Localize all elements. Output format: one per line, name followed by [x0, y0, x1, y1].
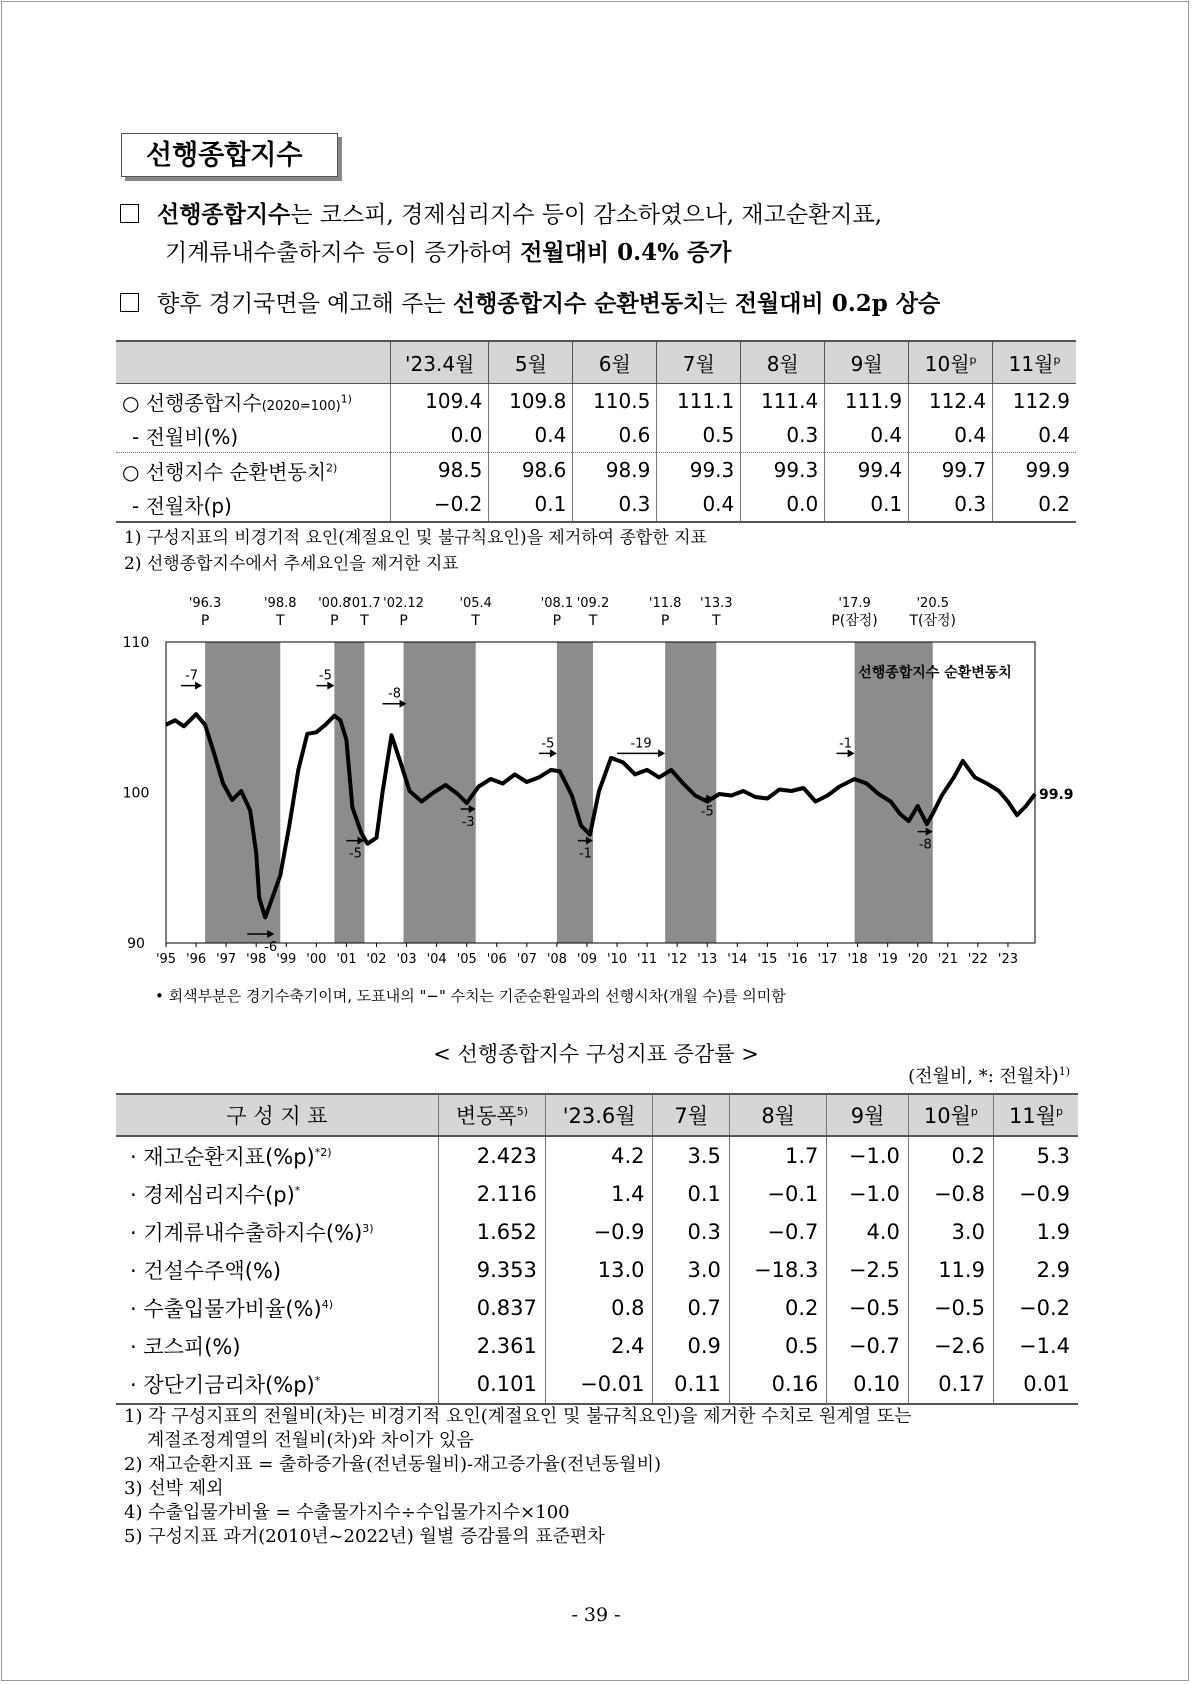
cyclical-component-chart — [110, 595, 1074, 975]
footnote: 1) 구성지표의 비경기적 요인(계절요인 및 불규칙요인)을 제거하여 종합한 지표 — [124, 528, 708, 548]
row-label: ○ 선행지수 순환변동치$^{2)}$ — [122, 459, 338, 484]
recession-band — [855, 642, 933, 943]
chart-note: • 회색부분은 경기수축기이며, 도표내의 "−" 수치는 기준순환일과의 선행시차(개월 수)를 의미함 — [155, 987, 786, 1005]
value-cell: 2.116 — [439, 1175, 546, 1213]
turning-point-type: P — [552, 613, 562, 629]
footnote: 1) 각 구성지표의 전월비(차)는 비경기적 요인(계절요인 및 불규칙요인)을 제거한 수치로 원계열 또는 — [124, 1406, 912, 1427]
x-tick-label: '23 — [997, 952, 1019, 967]
table2-title: < 선행종합지수 구성지표 증감률 > — [433, 1042, 759, 1066]
value-cell: 11.9 — [908, 1251, 993, 1289]
x-tick-label: '11 — [637, 952, 658, 967]
table-row — [116, 453, 1076, 488]
x-tick-label: '02 — [366, 952, 387, 967]
value-cell: 0.3 — [909, 487, 993, 522]
x-tick-label: '06 — [486, 952, 507, 967]
lead-arrow-head — [658, 749, 665, 757]
turning-point-type: T — [711, 613, 721, 629]
value-cell: 99.7 — [909, 453, 993, 488]
header-cell: '23.4월 — [391, 341, 489, 384]
value-cell: 112.9 — [993, 384, 1076, 419]
value-cell: 3.0 — [908, 1213, 993, 1251]
table-row — [116, 1175, 1078, 1213]
x-tick-label: '17 — [817, 952, 838, 967]
bullet-2: 향후 경기국면을 예고해 주는 선행종합지수 순환변동치는 전월대비 0.2p 상승 — [120, 285, 940, 323]
value-cell: 98.5 — [391, 453, 489, 488]
lead-label: -5 — [348, 846, 362, 862]
turning-point-type: P — [399, 613, 408, 629]
table-row — [116, 487, 1076, 522]
lead-label: -1 — [578, 846, 592, 862]
x-tick-label: '00 — [306, 952, 327, 967]
value-cell: −0.8 — [908, 1175, 993, 1213]
y-tick-label: 110 — [122, 635, 150, 651]
turning-point-type: T(잠정) — [909, 613, 957, 629]
turning-point-date: '00.8 — [318, 596, 351, 611]
value-cell: 0.837 — [439, 1289, 546, 1327]
section-title: 선행종합지수 — [121, 133, 338, 177]
row-label: · 장단기금리차(%p)* — [116, 1365, 439, 1404]
table2-unit: (전월비, *: 전월차)$^{1)}$ — [908, 1065, 1070, 1087]
turning-point-date: '01.7 — [348, 596, 381, 611]
lead-label: -5 — [700, 804, 714, 820]
table-row — [116, 1327, 1078, 1365]
value-cell: 4.2 — [545, 1136, 653, 1175]
value-cell: 0.5 — [657, 418, 741, 453]
leading-index-table — [116, 340, 1076, 523]
value-cell: 0.6 — [573, 418, 657, 453]
value-cell: −18.3 — [729, 1251, 827, 1289]
header-cell: 10월$^p$ — [909, 341, 993, 384]
table-header-row — [116, 341, 1076, 384]
row-label: · 수출입물가비율(%)$^{4)}$ — [130, 1297, 333, 1321]
value-cell: 1.9 — [993, 1213, 1078, 1251]
table-row — [116, 1365, 1078, 1404]
value-cell: 110.5 — [573, 384, 657, 419]
table-header-row — [116, 1094, 1078, 1136]
x-tick-label: '07 — [516, 952, 537, 967]
checkbox-square-icon — [120, 204, 139, 223]
value-cell: 0.1 — [825, 487, 909, 522]
value-cell: 0.7 — [653, 1289, 729, 1327]
lead-label: -19 — [630, 736, 652, 752]
table-row — [116, 1251, 1078, 1289]
value-cell: 99.3 — [657, 453, 741, 488]
turning-point-date: '08.1 — [540, 596, 574, 611]
header-cell: 8월 — [729, 1094, 827, 1136]
value-cell: 2.4 — [545, 1327, 653, 1365]
value-cell: 0.3 — [653, 1213, 729, 1251]
header-cell: 8월 — [741, 341, 825, 384]
value-cell: 4.0 — [827, 1213, 908, 1251]
turning-point-date: '20.5 — [916, 596, 950, 611]
turning-point-type: T — [360, 613, 369, 629]
x-tick-label: '16 — [787, 952, 808, 967]
table-row — [116, 418, 1076, 453]
value-cell: −0.9 — [545, 1213, 653, 1251]
value-cell: 5.3 — [993, 1136, 1078, 1175]
x-tick-label: '95 — [155, 952, 177, 967]
table-row — [116, 384, 1076, 419]
value-cell: 0.0 — [741, 487, 825, 522]
lead-label: -3 — [461, 815, 475, 831]
value-cell: 0.10 — [827, 1365, 908, 1404]
x-tick-label: '03 — [396, 952, 417, 967]
lead-label: -1 — [839, 736, 853, 752]
value-cell: 13.0 — [545, 1251, 653, 1289]
turning-point-date: '05.4 — [459, 596, 492, 611]
x-tick-label: '20 — [907, 952, 928, 967]
value-cell: 2.9 — [993, 1251, 1078, 1289]
value-cell: −2.5 — [827, 1251, 908, 1289]
value-cell: 0.11 — [653, 1365, 729, 1404]
value-cell: 2.361 — [439, 1327, 546, 1365]
turning-point-type: P — [330, 613, 339, 629]
turning-point-date: '13.3 — [700, 596, 733, 611]
value-cell: 0.101 — [439, 1365, 546, 1404]
footnote: 2) 재고순환지표 = 출하증가율(전년동월비)-재고증가율(전년동월비) — [124, 1454, 661, 1475]
value-cell: −1.0 — [827, 1175, 908, 1213]
y-tick-label: 90 — [127, 936, 145, 952]
value-cell: 2.423 — [439, 1136, 546, 1175]
value-cell: 0.2 — [908, 1136, 993, 1175]
value-cell: 98.6 — [489, 453, 573, 488]
value-cell: 98.9 — [573, 453, 657, 488]
value-cell: 109.4 — [391, 384, 489, 419]
header-cell: 9월 — [825, 341, 909, 384]
x-tick-label: '97 — [216, 952, 237, 967]
row-label: ○ 선행종합지수(2020=100)$^{1)}$ — [122, 390, 352, 415]
value-cell: 112.4 — [909, 384, 993, 419]
value-cell: 111.4 — [741, 384, 825, 419]
value-cell: 0.8 — [545, 1289, 653, 1327]
row-label: · 건설수주액(%) — [130, 1259, 282, 1283]
value-cell: −0.5 — [827, 1289, 908, 1327]
row-label: · 경제심리지수(p)* — [130, 1183, 301, 1207]
x-tick-label: '18 — [847, 952, 868, 967]
header-cell: 6월 — [573, 341, 657, 384]
lead-label: -7 — [185, 668, 199, 684]
value-cell: 0.4 — [657, 487, 741, 522]
lead-label: -8 — [388, 686, 402, 702]
turning-point-type: P — [660, 613, 670, 629]
row-label: - 전월차(p) — [116, 487, 391, 522]
lead-label: -8 — [918, 837, 932, 853]
header-cell: 9월 — [827, 1094, 908, 1136]
table-row — [116, 1136, 1078, 1175]
value-cell: 1.4 — [545, 1175, 653, 1213]
row-label: · 코스피(%) — [130, 1335, 241, 1359]
value-cell: 0.4 — [993, 418, 1076, 453]
value-cell: −0.1 — [729, 1175, 827, 1213]
value-cell: −0.5 — [908, 1289, 993, 1327]
turning-point-date: '09.2 — [576, 596, 610, 611]
x-tick-label: '22 — [967, 952, 988, 967]
turning-point-date: '96.3 — [188, 596, 222, 611]
value-cell: −0.2 — [993, 1289, 1078, 1327]
components-table — [116, 1093, 1078, 1405]
value-cell: 0.2 — [729, 1289, 827, 1327]
turning-point-date: '17.9 — [838, 596, 871, 611]
value-cell: −1.0 — [827, 1136, 908, 1175]
value-cell: −0.2 — [391, 487, 489, 522]
x-tick-label: '13 — [697, 952, 718, 967]
value-cell: −0.01 — [545, 1365, 653, 1404]
x-tick-label: '19 — [877, 952, 898, 967]
turning-point-type: T — [471, 613, 480, 629]
value-cell: 0.0 — [391, 418, 489, 453]
header-cell: '23.6월 — [545, 1094, 653, 1136]
value-cell: 0.9 — [653, 1327, 729, 1365]
value-cell: −1.4 — [993, 1327, 1078, 1365]
bullet-1: 선행종합지수는 코스피, 경제심리지수 등이 감소하였으나, 재고순환지표, 기계류내수출하지수 등이 증가하여 전월대비 0.4% 증가 — [120, 196, 882, 272]
table-row — [116, 1213, 1078, 1251]
value-cell: 1.652 — [439, 1213, 546, 1251]
value-cell: 9.353 — [439, 1251, 546, 1289]
y-tick-label: 100 — [122, 785, 150, 802]
value-cell: 0.3 — [573, 487, 657, 522]
value-cell: 0.5 — [729, 1327, 827, 1365]
page-number: - 39 - — [571, 1604, 621, 1626]
footnote: 3) 선박 제외 — [124, 1478, 224, 1499]
value-cell: 0.1 — [489, 487, 573, 522]
x-tick-label: '98 — [246, 952, 267, 967]
value-cell: 0.01 — [993, 1365, 1078, 1404]
footnote: 5) 구성지표 과거(2010년~2022년) 월별 증감률의 표준편차 — [124, 1526, 605, 1547]
x-tick-label: '21 — [937, 952, 958, 967]
x-tick-label: '08 — [546, 952, 567, 967]
table-row — [116, 1289, 1078, 1327]
header-cell: 11월$^p$ — [993, 1094, 1078, 1136]
value-cell: 0.17 — [908, 1365, 993, 1404]
recession-band — [404, 642, 476, 943]
checkbox-square-icon — [120, 293, 139, 312]
header-blank — [116, 341, 391, 384]
value-cell: 0.4 — [489, 418, 573, 453]
value-cell: −0.7 — [729, 1213, 827, 1251]
value-cell: 111.9 — [825, 384, 909, 419]
lead-label: -5 — [541, 736, 555, 752]
turning-point-type: P — [200, 613, 210, 629]
value-cell: 0.2 — [993, 487, 1076, 522]
value-cell: 0.3 — [741, 418, 825, 453]
end-value-label: 99.9 — [1039, 787, 1074, 804]
turning-point-date: '98.8 — [263, 596, 297, 611]
lead-label: -5 — [318, 668, 332, 684]
recession-band — [557, 642, 593, 943]
footnote: 4) 수출입물가비율 = 수출물가지수÷수입물가지수×100 — [124, 1502, 570, 1523]
x-tick-label: '96 — [186, 952, 207, 967]
lead-label: -6 — [264, 939, 278, 955]
x-tick-label: '04 — [426, 952, 447, 967]
x-tick-label: '01 — [336, 952, 357, 967]
value-cell: 109.8 — [489, 384, 573, 419]
value-cell: 0.4 — [825, 418, 909, 453]
value-cell: −2.6 — [908, 1327, 993, 1365]
header-cell: 5월 — [489, 341, 573, 384]
footnote: 계절조정계열의 전월비(차)와 차이가 있음 — [124, 1430, 474, 1451]
header-cell: 변동폭$^{5)}$ — [439, 1094, 546, 1136]
value-cell: 111.1 — [657, 384, 741, 419]
value-cell: 99.9 — [993, 453, 1076, 488]
turning-point-date: '11.8 — [648, 596, 682, 611]
header-cell: 10월$^p$ — [908, 1094, 993, 1136]
x-tick-label: '15 — [757, 952, 778, 967]
value-cell: −0.7 — [827, 1327, 908, 1365]
row-label: - 전월비(%) — [116, 418, 391, 453]
x-tick-label: '12 — [667, 952, 688, 967]
header-cell: 7월 — [657, 341, 741, 384]
row-label: · 기계류내수출하지수(%)$^{3)}$ — [130, 1221, 374, 1245]
x-tick-label: '05 — [456, 952, 477, 967]
x-tick-label: '14 — [727, 952, 748, 967]
turning-point-type: P(잠정) — [831, 613, 878, 629]
value-cell: 99.3 — [741, 453, 825, 488]
x-tick-label: '09 — [576, 952, 598, 967]
turning-point-type: T — [275, 613, 285, 629]
x-tick-label: '10 — [606, 952, 628, 967]
value-cell: 0.1 — [653, 1175, 729, 1213]
value-cell: 0.4 — [909, 418, 993, 453]
value-cell: 3.5 — [653, 1136, 729, 1175]
x-tick-label: '99 — [276, 952, 297, 967]
value-cell: 99.4 — [825, 453, 909, 488]
turning-point-type: T — [588, 613, 598, 629]
footnote: 2) 선행종합지수에서 추세요인을 제거한 지표 — [124, 554, 459, 574]
header-cell: 11월$^p$ — [993, 341, 1076, 384]
value-cell: 0.16 — [729, 1365, 827, 1404]
row-label: · 재고순환지표$(\%p)^{*2)}$ — [130, 1145, 332, 1169]
value-cell: 1.7 — [729, 1136, 827, 1175]
turning-point-date: '02.12 — [383, 596, 424, 611]
header-cell: 구 성 지 표 — [116, 1094, 439, 1136]
header-cell: 7월 — [653, 1094, 729, 1136]
value-cell: 3.0 — [653, 1251, 729, 1289]
value-cell: −0.9 — [993, 1175, 1078, 1213]
chart-title: 선행종합지수 순환변동치 — [858, 665, 1012, 681]
